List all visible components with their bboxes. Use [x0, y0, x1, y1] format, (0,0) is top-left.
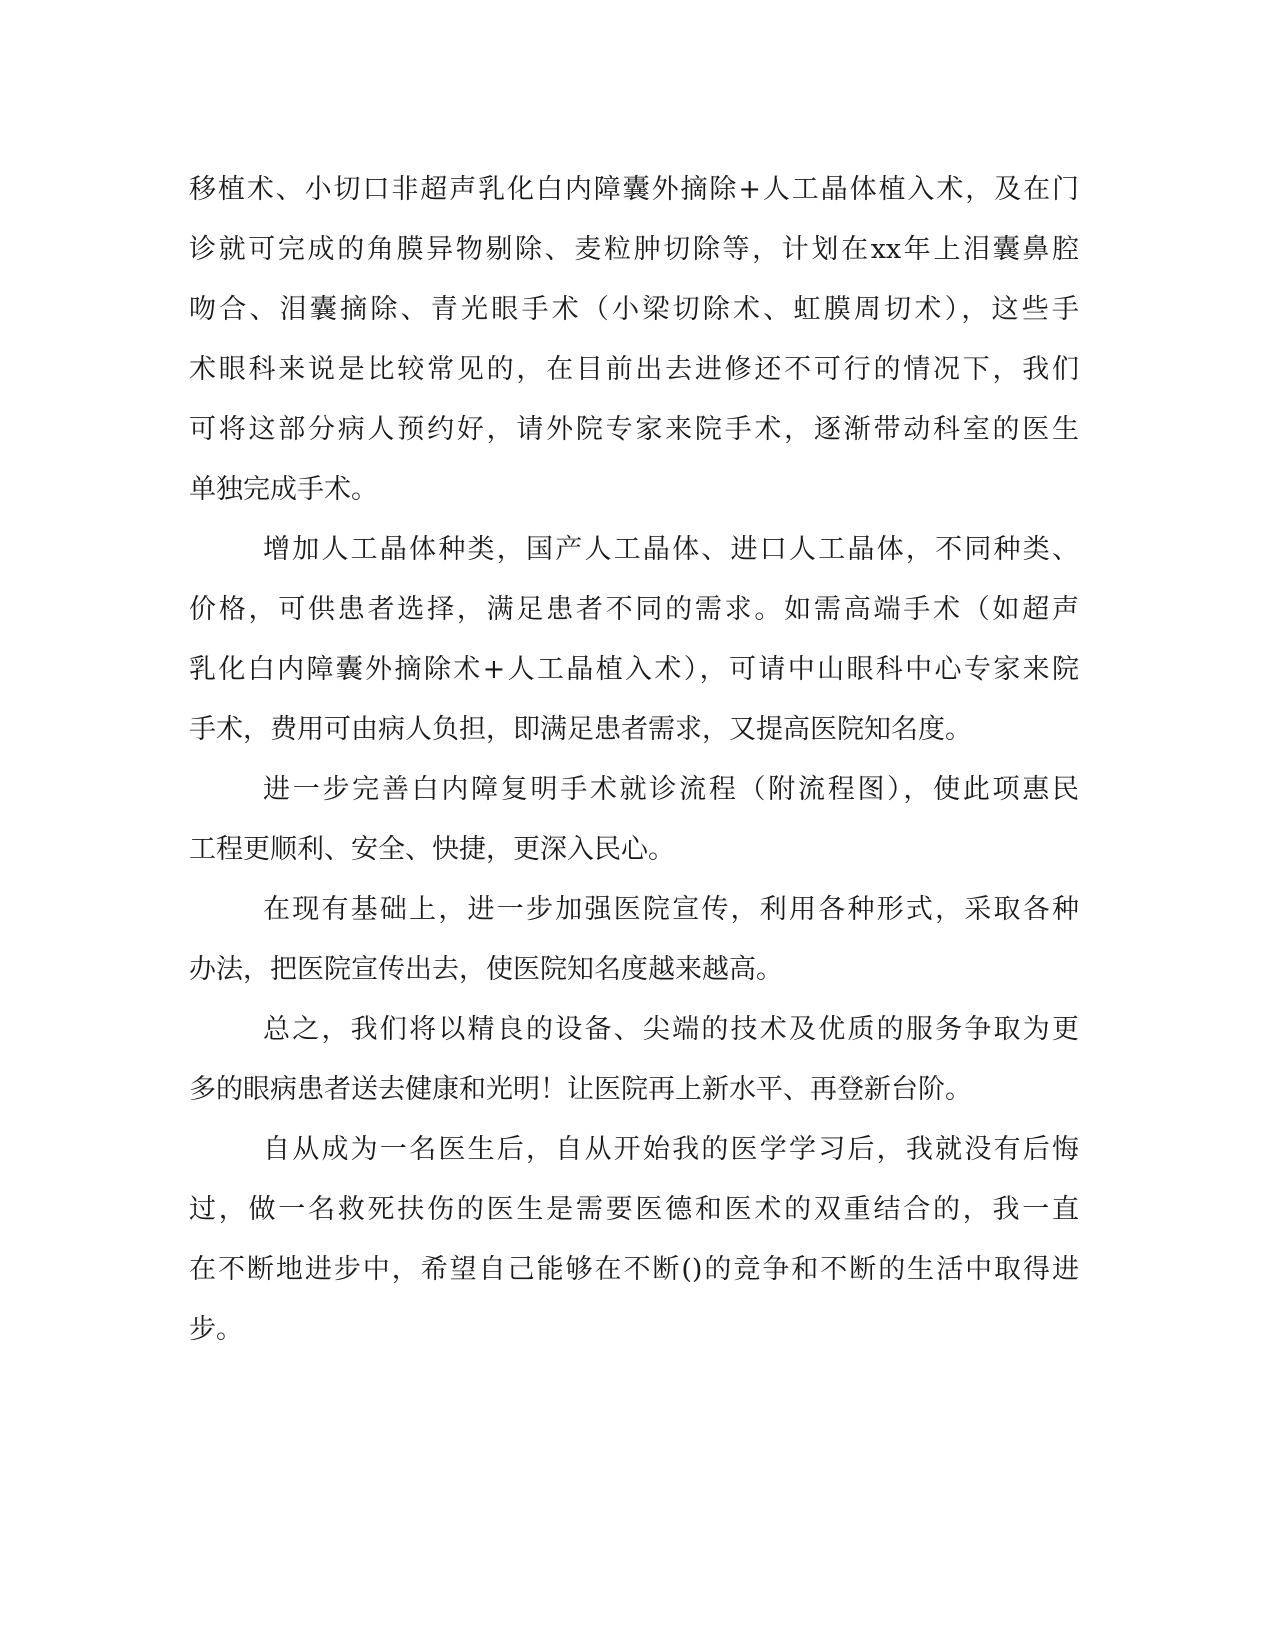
text-line: 多的眼病患者送去健康和光明！让医院再上新水平、再登新台阶。	[189, 1074, 972, 1105]
paragraph-first-line: 进一步完善白内障复明手术就诊流程（附流程图），使此项惠民	[263, 774, 1079, 805]
text-line: 价格，可供患者选择，满足患者不同的需求。如需高端手术（如超声	[189, 594, 1079, 625]
text-line: 可将这部分病人预约好，请外院专家来院手术，逐渐带动科室的医生	[189, 414, 1079, 445]
text-line: 工程更顺利、安全、快捷，更深入民心。	[189, 834, 675, 865]
text-line: 吻合、泪囊摘除、青光眼手术（小梁切除术、虹膜周切术），这些手	[189, 294, 1079, 325]
text-line: 单独完成手术。	[189, 474, 378, 505]
text-line: 办法，把医院宣传出去，使医院知名度越来越高。	[189, 954, 783, 985]
text-line: 手术，费用可由病人负担，即满足患者需求，又提高医院知名度。	[189, 714, 972, 745]
paragraph-first-line: 总之，我们将以精良的设备、尖端的技术及优质的服务争取为更	[263, 1014, 1079, 1045]
paragraph-first-line: 在现有基础上，进一步加强医院宣传，利用各种形式，采取各种	[263, 894, 1079, 925]
paragraph-first-line: 增加人工晶体种类，国产人工晶体、进口人工晶体，不同种类、	[263, 534, 1079, 565]
text-line: 过，做一名救死扶伤的医生是需要医德和医术的双重结合的，我一直	[189, 1194, 1079, 1225]
text-line: 移植术、小切口非超声乳化白内障囊外摘除+人工晶体植入术，及在门	[189, 174, 1079, 205]
text-line: 诊就可完成的角膜异物剔除、麦粒肿切除等，计划在xx年上泪囊鼻腔	[189, 234, 1079, 265]
text-line: 在不断地进步中，希望自己能够在不断()的竞争和不断的生活中取得进	[189, 1254, 1079, 1285]
text-line: 术眼科来说是比较常见的，在目前出去进修还不可行的情况下，我们	[189, 354, 1079, 385]
paragraph-first-line: 自从成为一名医生后，自从开始我的医学学习后，我就没有后悔	[263, 1134, 1079, 1165]
text-line: 乳化白内障囊外摘除术+人工晶植入术），可请中山眼科中心专家来院	[189, 654, 1079, 685]
text-line: 步。	[189, 1314, 243, 1345]
